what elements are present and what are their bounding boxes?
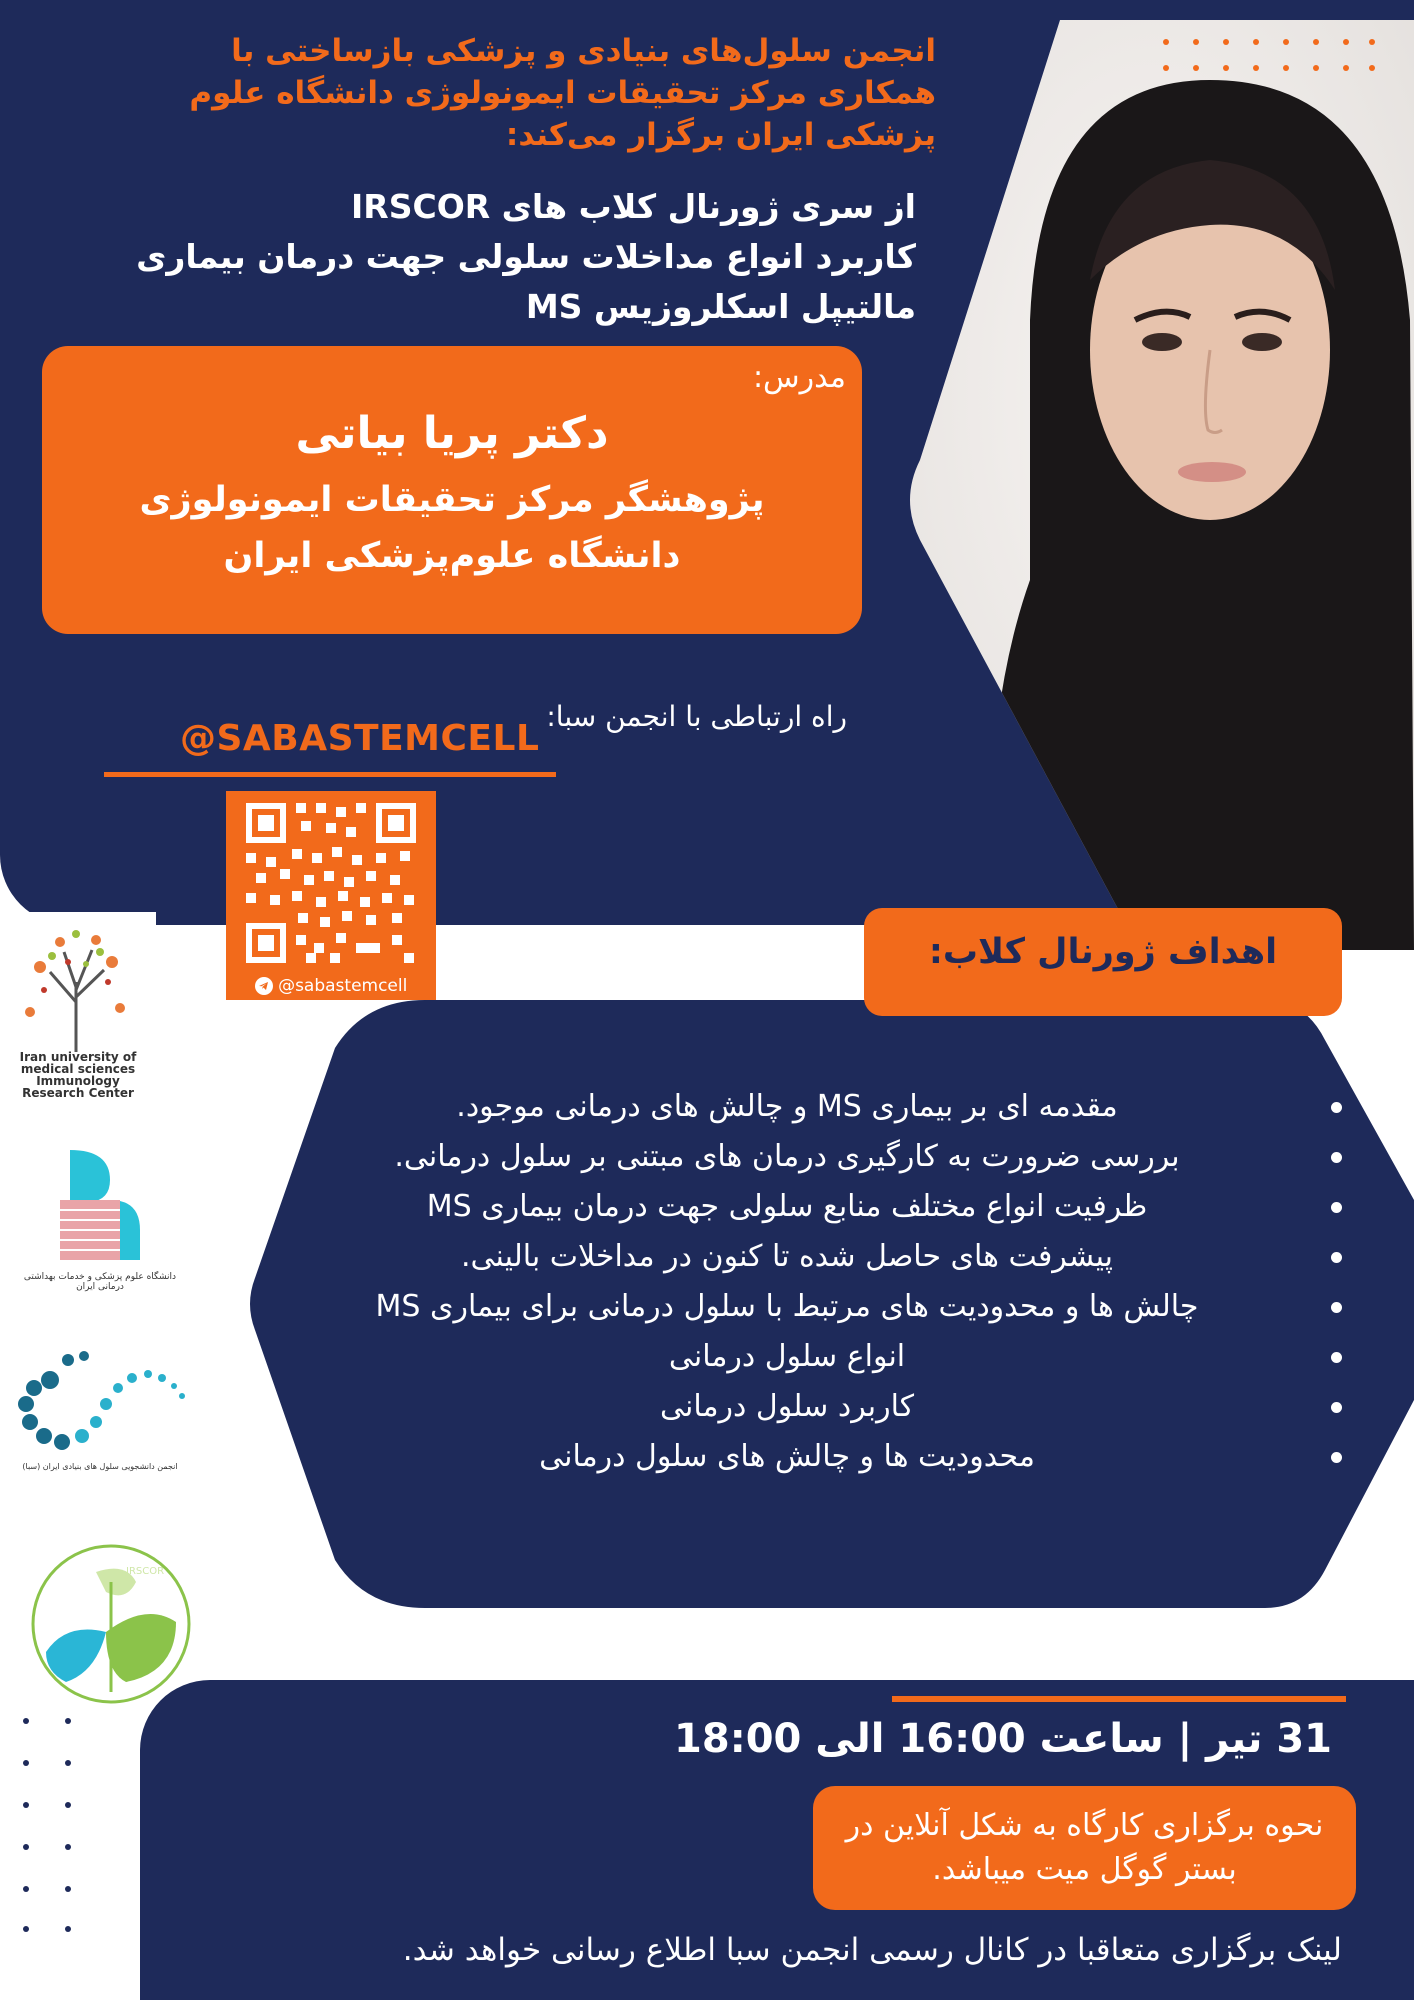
- goal-text: چالش ها و محدودیت های مرتبط با سلول درمانی برای بیماری MS: [375, 1289, 1199, 1324]
- event-topic: [16, 182, 916, 332]
- iums-logo-text: دانشگاه علوم پزشکی و خدمات بهداشتی درمانی ایران: [23, 1272, 177, 1292]
- bullet-icon: [1331, 1152, 1342, 1163]
- goal-text: محدودیت ها و چالش های سلول درمانی: [539, 1439, 1035, 1474]
- speaker-photo: [890, 20, 1414, 950]
- list-item: [302, 1232, 1342, 1282]
- social-handle[interactable]: @SABASTEMCELL: [180, 718, 540, 759]
- event-datetime: 31 تیر | ساعت 16:00 الی 18:00: [674, 1716, 1332, 1762]
- handle-underline: [104, 772, 556, 777]
- immunology-logo-text: Iran university of medical sciences Immunology Research Center: [19, 1050, 137, 1100]
- list-item: [302, 1432, 1342, 1482]
- goal-text: پیشرفت های حاصل شده تا کنون در مداخلات بالینی.: [460, 1239, 1114, 1274]
- goal-text: بررسی ضرورت به کارگیری درمان های مبتنی بر سلول درمانی.: [394, 1139, 1180, 1174]
- list-item: [302, 1182, 1342, 1232]
- saba-emblem-icon: [10, 1340, 190, 1460]
- list-item: [302, 1382, 1342, 1432]
- goal-text: مقدمه ای بر بیماری MS و چالش های درمانی موجود.: [456, 1089, 1118, 1124]
- iums-emblem-icon: [20, 1140, 160, 1270]
- lecturer-box: [42, 346, 862, 634]
- iums-logo: [20, 1140, 180, 1295]
- platform-text: نحوه برگزاری کارگاه به شکل آنلاین در بستر گوگل میت میباشد.: [845, 1808, 1324, 1887]
- qr-code-card[interactable]: [226, 791, 436, 1000]
- list-item: [302, 1282, 1342, 1332]
- goal-text: کاربرد سلول درمانی: [659, 1389, 915, 1424]
- decorative-dots-top: [1160, 36, 1380, 80]
- tree-logo-icon: [0, 912, 156, 1052]
- platform-box: [813, 1786, 1356, 1910]
- qr-caption-text: @sabastemcell: [278, 976, 408, 996]
- talk-title: کاربرد انواع مداخلات سلولی جهت درمان بیماری مالتیپل اسکلروزیس MS: [136, 237, 916, 326]
- telegram-icon: [255, 977, 273, 995]
- bullet-icon: [1331, 1252, 1342, 1263]
- bullet-icon: [1331, 1452, 1342, 1463]
- immunology-center-logo: [0, 912, 156, 1127]
- contact-label: راه ارتباطی با انجمن سبا:: [546, 700, 847, 733]
- link-note: لینک برگزاری متعاقبا در کانال رسمی انجمن سبا اطلاع رسانی خواهد شد.: [402, 1932, 1342, 1968]
- bullet-icon: [1331, 1352, 1342, 1363]
- goal-text: انواع سلول درمانی: [668, 1339, 906, 1374]
- bullet-icon: [1331, 1302, 1342, 1313]
- date-divider: [892, 1696, 1346, 1702]
- lecturer-affiliation: پژوهشگر مرکز تحقیقات ایمونولوژی دانشگاه علوم‌پزشکی ایران: [139, 480, 765, 576]
- series-title: از سری ژورنال کلاب های IRSCOR: [351, 187, 916, 226]
- organizer-announcement: انجمن سلول‌های بنیادی و پزشکی بازساختی با همکاری مرکز تحقیقات ایمونولوژی دانشگاه علوم پزشکی ایران برگزار می‌کند:: [189, 33, 936, 153]
- goals-list: [302, 1082, 1342, 1482]
- bullet-icon: [1331, 1102, 1342, 1113]
- lecturer-label: مدرس:: [752, 360, 846, 395]
- qr-code-icon: [246, 803, 416, 963]
- goals-title: اهداف ژورنال کلاب:: [928, 932, 1278, 972]
- irscor-label: IRSCOR: [126, 1566, 165, 1577]
- decorative-dots-left: [20, 1715, 76, 1935]
- bullet-icon: [1331, 1402, 1342, 1413]
- list-item: [302, 1082, 1342, 1132]
- saba-logo-text: انجمن دانشجویی سلول های بنیادی ایران (سبا): [22, 1462, 178, 1471]
- lecturer-name: دکتر پریا بیاتی: [295, 408, 609, 459]
- list-item: [302, 1132, 1342, 1182]
- qr-caption: [226, 976, 436, 996]
- list-item: [302, 1332, 1342, 1382]
- goal-text: ظرفیت انواع مختلف منابع سلولی جهت درمان بیماری MS: [426, 1189, 1148, 1224]
- goals-header: [864, 908, 1342, 1016]
- bullet-icon: [1331, 1202, 1342, 1213]
- saba-logo: [10, 1340, 190, 1480]
